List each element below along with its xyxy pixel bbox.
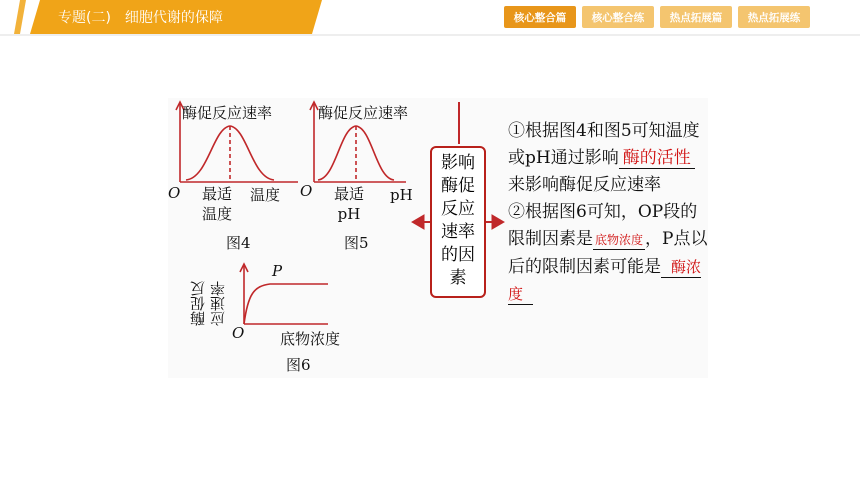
factors-box — [430, 146, 486, 298]
fig4-x-label: 温度 — [250, 186, 281, 204]
fig4-origin: O — [168, 184, 181, 202]
fig6-x-label: 底物浓度 — [280, 330, 341, 348]
fig5-y-label: 酶促反应速率 — [318, 104, 409, 122]
fig6-point-label: P — [272, 262, 283, 280]
fig4-peak-label: 最适 温度 — [202, 185, 233, 223]
nav-tabs — [504, 6, 810, 28]
paragraph2-start: ②根据图6可知，OP段的限制因素是 — [508, 202, 698, 249]
answer3-text: 酶浓度 — [508, 258, 702, 303]
fig6-y-label: 酶促反 应速率 — [189, 281, 227, 326]
paragraph1-end: 来影响酶促反应速率 — [508, 175, 661, 195]
fig4-y-label: 酶促反应速率 — [182, 104, 273, 122]
fig6-axes — [240, 264, 328, 324]
explanation-text — [508, 118, 708, 308]
page-title: 专题(二) 细胞代谢的保障 — [58, 10, 223, 26]
answer-enzyme-activity — [619, 148, 695, 169]
decor-stripe — [14, 0, 26, 34]
fig5-peak-label: 最适 pH — [334, 185, 365, 223]
tab-core-practice[interactable]: 核心整合练 — [582, 6, 654, 28]
tab-hotspot-extension[interactable]: 热点拓展篇 — [660, 6, 732, 28]
fig6-curve — [244, 284, 328, 324]
tab-hotspot-practice[interactable]: 热点拓展练 — [738, 6, 810, 28]
answer1-text: 酶的活性 — [622, 148, 691, 168]
paragraph2-end: ，P点以后的限制因素可能是 — [508, 229, 708, 277]
fig6-caption: 图6 — [286, 356, 311, 374]
fig6-origin: O — [232, 324, 245, 342]
factors-box-text: 影响 酶促 反应 速率 的因 素 — [441, 153, 475, 288]
answer2-text: 底物浓度 — [595, 233, 644, 247]
tab-core-integration[interactable]: 核心整合篇 — [504, 6, 576, 28]
figure-panel — [168, 98, 708, 378]
fig4-caption: 图4 — [226, 234, 251, 252]
fig5-caption: 图5 — [344, 234, 369, 252]
fig5-origin: O — [300, 182, 313, 200]
paragraph1-start: ①根据图4和图5可知温度或pH通过影响 — [508, 121, 700, 168]
answer-substrate — [593, 229, 645, 250]
header-divider — [0, 34, 860, 36]
top-bar — [0, 0, 860, 34]
fig5-x-label: pH — [390, 186, 413, 204]
